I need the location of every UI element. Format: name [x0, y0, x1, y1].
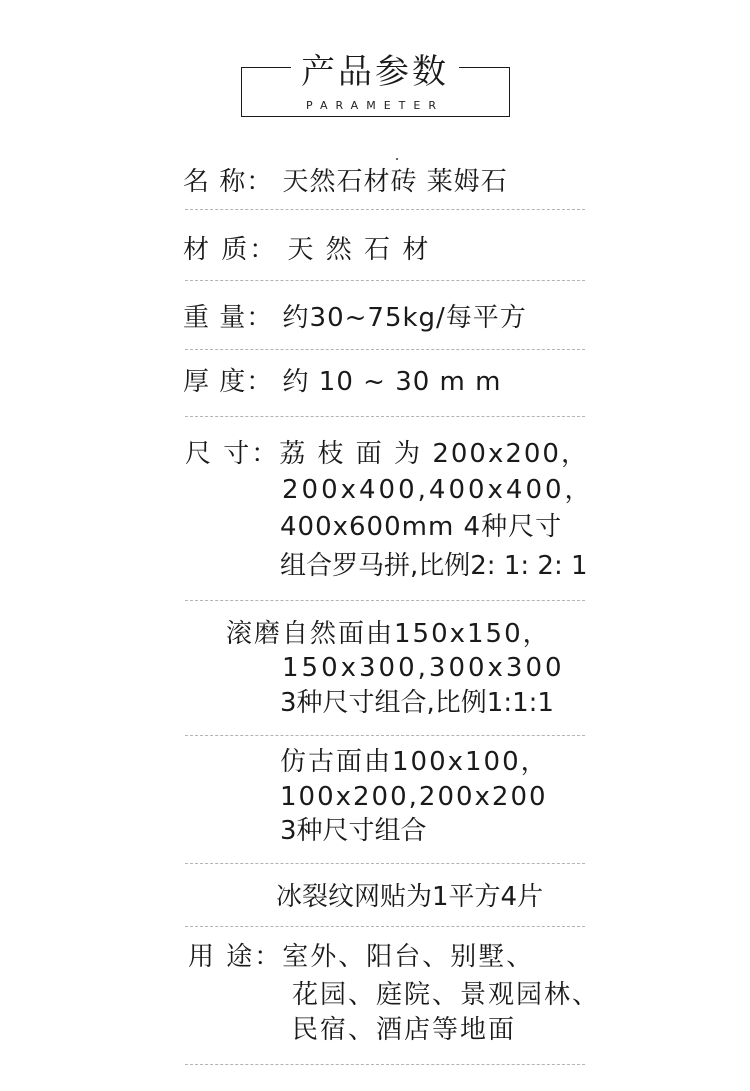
divider [185, 416, 585, 417]
spec-weight: 重 量： 约30~75kg/每平方 [183, 303, 527, 333]
spec-name: 名 称： 天然石材砖 莱姆石 [183, 167, 508, 197]
divider [185, 209, 585, 210]
divider [185, 926, 585, 927]
spec-crackle: 冰裂纹网贴为1平方4片 [276, 882, 544, 912]
spec-thickness: 厚 度： 约 10 ~ 30 m m [183, 367, 502, 397]
page-title-text: 产品参数 [291, 52, 459, 92]
spec-antique-line-2: 100x200,200x200 [280, 782, 548, 812]
spec-size-line-2: 200x400,400x400， [282, 475, 594, 505]
spec-antique-line-1: 仿古面由100x100， [280, 747, 549, 777]
spec-tumbled-line-2: 150x300,300x300 [282, 653, 565, 683]
decorative-dot [396, 158, 398, 160]
divider [185, 735, 585, 736]
divider [185, 349, 585, 350]
divider [185, 280, 585, 281]
divider [185, 1064, 585, 1065]
spec-size-line-4: 组合罗马拼,比例2: 1: 2: 1 [280, 551, 588, 581]
spec-tumbled-line-3: 3种尺寸组合,比例1:1:1 [280, 688, 554, 718]
spec-tumbled-line-1: 滚磨自然面由150x150， [226, 619, 551, 649]
page-title [0, 52, 750, 92]
page-subtitle: PARAMETER [306, 99, 444, 112]
spec-size-line-1: 尺 寸：荔 枝 面 为 200x200， [185, 439, 589, 469]
spec-antique-line-3: 3种尺寸组合 [280, 816, 427, 846]
spec-usage-line-2: 花园、庭院、景观园林、 [292, 980, 601, 1010]
spec-material: 材 质： 天 然 石 材 [183, 235, 431, 265]
spec-usage-line-1: 用 途：室外、阳台、别墅、 [188, 942, 535, 972]
spec-usage-line-3: 民宿、酒店等地面 [292, 1015, 517, 1045]
divider [185, 600, 585, 601]
spec-size-line-3: 400x600mm 4种尺寸 [280, 512, 563, 542]
divider [185, 863, 585, 864]
